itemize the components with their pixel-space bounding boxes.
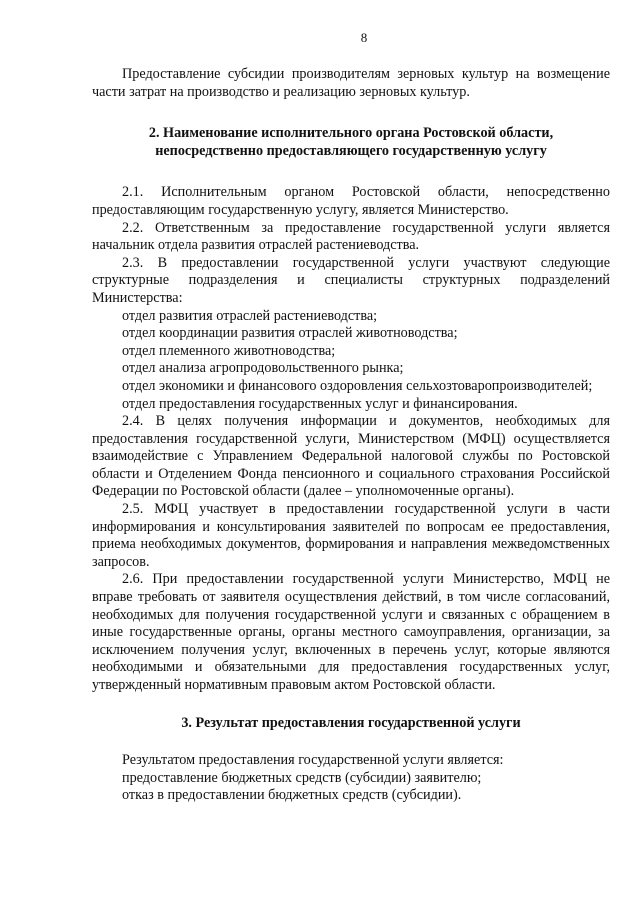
page-number: 8 xyxy=(360,30,368,45)
result-line: Результатом предоставления государственной услуги является: xyxy=(122,752,504,769)
paragraph-2-6: 2.6. При предоставлении государственной услуги Министерство, МФЦ не вправе требовать от заявителя осуществления действий, в том числе согласований, необходимых для получения государственной услуги и связанных с обращением в иные государственные органы, органы местного самоуправления, организации, за исключением получения услуг, включенных в перечень услуг, которые являются необходимыми и обязательными для предоставления государственных услуг, утвержденный нормативным правовым актом Ростовской области. xyxy=(92,571,610,693)
paragraph-2-3: 2.3. В предоставлении государственной услуги участвуют следующие структурные подразделения и специалисты структурных подразделений Министерства: xyxy=(92,254,610,306)
departments-list xyxy=(92,308,610,414)
section-2-heading: 2. Наименование исполнительного органа Ростовской области, непосредственно предоставляющего государственную услугу xyxy=(148,125,554,159)
intro-paragraph: Предоставление субсидии производителям зерновых культур на возмещение части затрат на производство и реализацию зерновых культур. xyxy=(92,66,610,100)
section-3-heading: 3. Результат предоставления государственной услуги xyxy=(181,714,521,731)
department-item: отдел координации развития отраслей животноводства; xyxy=(122,325,458,342)
paragraph-2-4: 2.4. В целях получения информации и документов, необходимых для предоставления государственной услуги, Министерством (МФЦ) осуществляется взаимодействие с Управлением Федеральной налоговой службы по Ростовской области и Отделением Фонда пенсионного и социального страхования Российской Федерации по Ростовской области (далее – уполномоченные органы). xyxy=(92,413,610,500)
paragraph-2-1: 2.1. Исполнительным органом Ростовской области, непосредственно предоставляющим государственную услугу, является Министерство. xyxy=(92,184,610,218)
department-item: отдел анализа агропродовольственного рынка; xyxy=(122,360,404,377)
department-item: отдел предоставления государственных услуг и финансирования. xyxy=(122,395,518,412)
department-item: отдел развития отраслей растениеводства; xyxy=(122,307,378,324)
paragraph-2-5: 2.5. МФЦ участвует в предоставлении государственной услуги в части информирования и консультирования заявителей по вопросам ее предоставления, приема необходимых документов, формирования и направления межведомственных запросов. xyxy=(92,501,610,570)
result-line: предоставление бюджетных средств (субсидии) заявителю; xyxy=(122,769,482,786)
result-line: отказ в предоставлении бюджетных средств (субсидии). xyxy=(122,787,462,804)
paragraph-2-2: 2.2. Ответственным за предоставление государственной услуги является начальник отдела развития отраслей растениеводства. xyxy=(92,219,610,254)
department-item: отдел экономики и финансового оздоровления сельхозтоваропроизводителей; xyxy=(122,377,593,394)
department-item: отдел племенного животноводства; xyxy=(122,342,336,359)
